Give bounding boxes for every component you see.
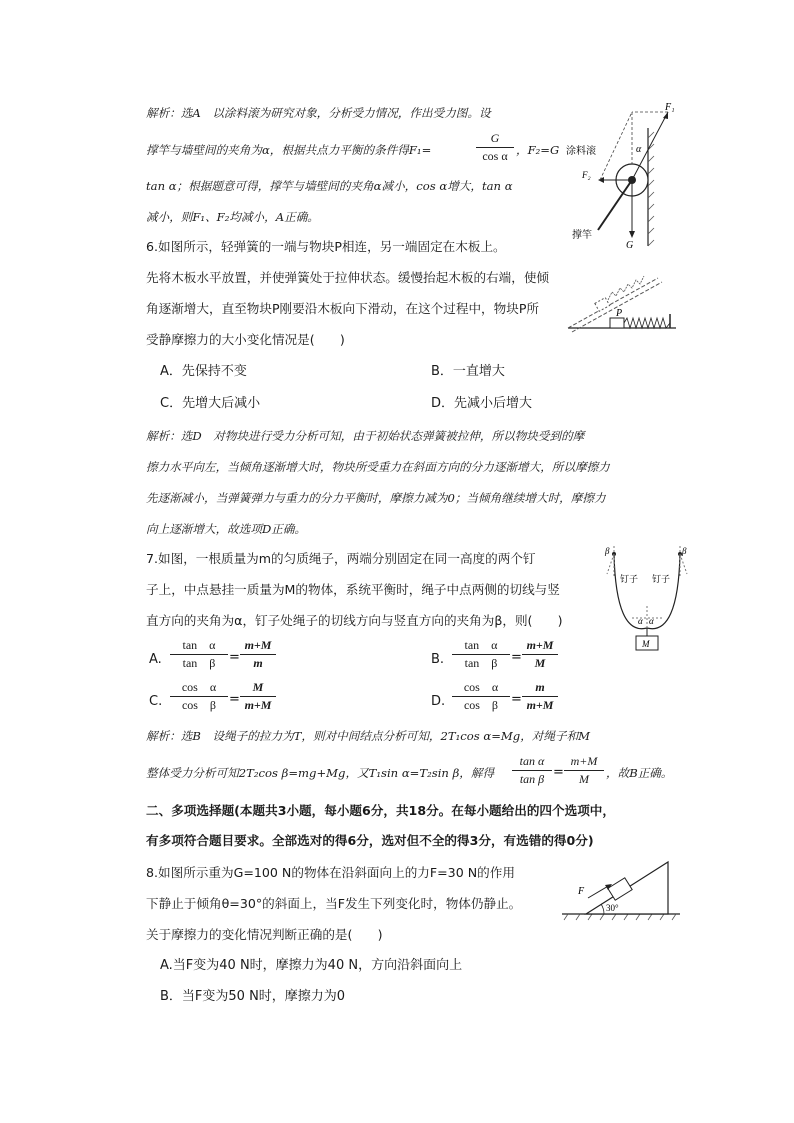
question-7-option-c-right [240, 680, 276, 713]
option-c-left-num: cos α [181, 680, 217, 694]
question-6-option-b: B．一直增大 [431, 364, 505, 379]
figure-label-f2: F₂ [582, 170, 591, 180]
question-8-line-1: 8.如图所示重为G=100 N的物体在沿斜面向上的力F=30 N的作用 [146, 865, 515, 880]
question-7-option-d-label: D. [431, 694, 446, 709]
option-c-right-num: M [252, 680, 264, 694]
figure-spring-board [566, 256, 681, 336]
question-7-line-1: 7.如图，一根质量为m的匀质绳子，两端分别固定在同一高度的两个钉 [146, 551, 536, 566]
figure-incline [560, 858, 684, 922]
option-a-left-den: tan β [182, 656, 216, 670]
option-a-right-den: m [253, 656, 263, 670]
option-d-right-den: m+M [526, 698, 554, 712]
figure-label-p: P [616, 308, 623, 319]
question-7-option-a-left [170, 638, 228, 671]
fraction-numerator: G [490, 131, 500, 145]
solution-7-fraction-2 [564, 754, 604, 787]
solution-5-line-2 [146, 141, 431, 159]
equals-sign: = [229, 650, 240, 665]
solution-5-line-1: 解析：选A 以涂料滚为研究对象，分析受力情况，作出受力图。设 [146, 106, 491, 120]
option-a-left-num: tan α [182, 638, 216, 652]
question-7-line-2: 子上，中点悬挂一质量为M的物体，系统平衡时，绳子中点两侧的切线与竖 [146, 582, 560, 597]
sol7-frac1-num: tan α [519, 754, 545, 768]
solution-5-text-a: 撑竿与墙壁间的夹角为α，根据共点力平衡的条件得F₁= [146, 143, 432, 157]
question-7-option-c-label: C. [149, 694, 163, 709]
section-2-heading-line-2: 有多项符合题目要求。全部选对的得6分，选对但不全的得3分，有选错的得0分) [146, 833, 594, 848]
section-2-heading-line-1: 二、多项选择题(本题共3小题，每小题6分，共18分。在每小题给出的四个选项中， [146, 803, 615, 818]
figure-label-alpha-right: α [649, 616, 654, 626]
option-d-right-num: m [535, 680, 545, 694]
equals-sign: = [553, 765, 564, 780]
solution-5-text-b: ，F₂=G [516, 143, 560, 157]
question-6-option-a: A．先保持不变 [160, 364, 247, 379]
solution-5-line-3: tan α；根据题意可得，撑竿与墙壁间的夹角α减小，cos α增大，tan α [146, 179, 513, 193]
figure-label-alpha: α [636, 144, 642, 155]
question-7-option-b-label: B. [431, 652, 445, 667]
equals-sign: = [511, 650, 522, 665]
question-7-option-d-left [452, 680, 510, 713]
figure-label-f1: F₁ [665, 102, 675, 113]
fraction-denominator: cos α [482, 149, 508, 163]
equals-sign: = [229, 692, 240, 707]
option-d-left-den: cos β [463, 698, 499, 712]
option-b-left-num: tan α [464, 638, 498, 652]
solution-6-line-3: 先逐渐减小，当弹簧弹力与重力的分力平衡时，摩擦力减为0；当倾角继续增大时，摩擦力 [146, 491, 606, 505]
option-b-right-den: M [534, 656, 546, 670]
question-8-option-b: B．当F变为50 N时，摩擦力为0 [160, 989, 346, 1004]
question-6-line-2: 先将木板水平放置，并使弹簧处于拉伸状态。缓慢抬起木板的右端，使倾 [146, 270, 549, 285]
option-c-left-den: cos β [181, 698, 217, 712]
solution-5-line-4: 减小，则F₁、F₂均减小，A正确。 [146, 210, 319, 224]
solution-6-line-1: 解析：选D 对物块进行受力分析可知，由于初始状态弹簧被拉伸，所以物块受到的摩 [146, 429, 585, 443]
figure-label-beta-right: β [682, 546, 687, 556]
question-7-option-a-label: A. [149, 652, 162, 667]
figure-label-alpha-left: α [638, 616, 643, 626]
solution-7-fraction-1 [512, 754, 552, 787]
question-6-option-c: C．先增大后减小 [160, 396, 261, 411]
question-8-line-3: 关于摩擦力的变化情况判断正确的是( ) [146, 927, 383, 942]
solution-6-line-2: 擦力水平向左，当倾角逐渐增大时，物块所受重力在斜面方向的分力逐渐增大，所以摩擦力 [146, 460, 610, 474]
figure-label-pole: 撑竿 [572, 230, 592, 241]
figure-label-angle: 30° [606, 903, 619, 913]
question-7-option-c-left [170, 680, 228, 713]
sol7-frac2-den: M [579, 772, 589, 786]
option-c-right-den: m+M [244, 698, 272, 712]
question-6-line-3: 角逐渐增大，直至物块P刚要沿木板向下滑动，在这个过程中，物块P所 [146, 301, 540, 316]
question-6-option-d: D．先减小后增大 [431, 396, 533, 411]
question-8-option-a: A.当F变为40 N时，摩擦力为40 N，方向沿斜面向上 [160, 958, 463, 973]
option-b-right-num: m+M [526, 638, 554, 652]
sol7-frac1-den: tan β [519, 772, 545, 786]
question-7-option-d-right [522, 680, 558, 713]
figure-label-nail-left: 钉子 [620, 574, 639, 584]
equals-sign: = [511, 692, 522, 707]
figure-label-mass: M [642, 639, 650, 649]
solution-7-line-1: 解析：选B 设绳子的拉力为T，则对中间结点分析可知，2T₁cos α=Mg，对绳子和M [146, 729, 591, 743]
option-a-right-num: m+M [244, 638, 272, 652]
solution-7-line-2-end: ，故B正确。 [606, 766, 673, 780]
solution-6-line-4: 向上逐渐增大，故选项D正确。 [146, 522, 307, 536]
question-7-option-b-left [452, 638, 510, 671]
figure-label-beta-left: β [605, 546, 610, 556]
figure-paint-roller [560, 98, 680, 248]
question-7-option-b-right [522, 638, 558, 671]
option-d-left-num: cos α [463, 680, 499, 694]
figure-label-nail-right: 钉子 [652, 574, 671, 584]
figure-rope-nails [602, 546, 692, 664]
sol7-frac2-num: m+M [570, 754, 598, 768]
solution-7-line-2: 整体受力分析可知2T₂cos β=mg+Mg，又T₁sin α=T₂sin β，解得 [146, 766, 495, 780]
question-8-line-2: 下静止于倾角θ=30°的斜面上，当F发生下列变化时，物体仍静止。 [146, 896, 522, 911]
question-6-line-1: 6.如图所示，轻弹簧的一端与物块P相连，另一端固定在木板上。 [146, 239, 506, 254]
figure-label-roller: 涂料滚 [566, 146, 596, 157]
option-b-left-den: tan β [464, 656, 498, 670]
solution-5-fraction [476, 131, 514, 164]
question-7-option-a-right [240, 638, 276, 671]
figure-label-f: F [578, 886, 585, 897]
figure-label-g: G [626, 240, 634, 248]
question-7-line-3: 直方向的夹角为α，钉子处绳子的切线方向与竖直方向的夹角为β，则( ) [146, 613, 563, 628]
question-6-line-4: 受静摩擦力的大小变化情况是( ) [146, 332, 345, 347]
